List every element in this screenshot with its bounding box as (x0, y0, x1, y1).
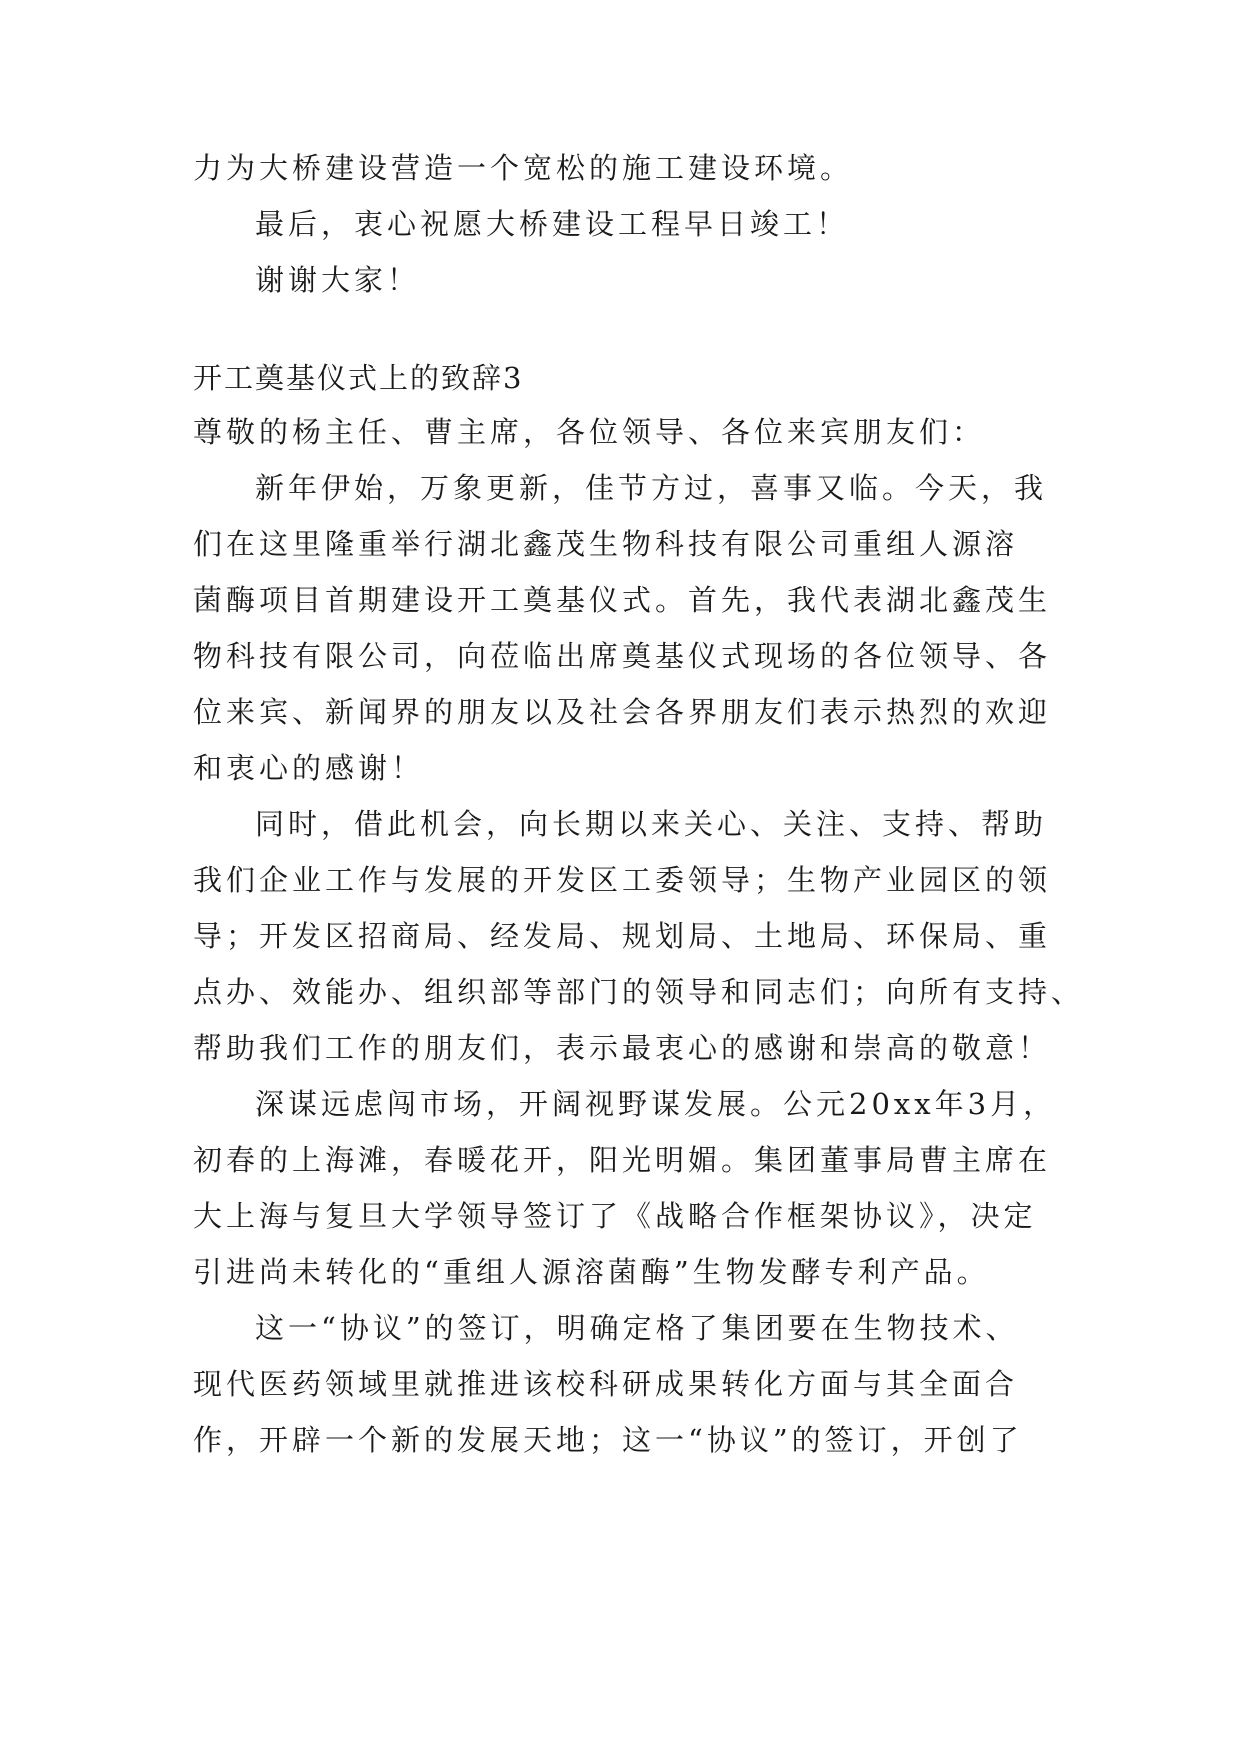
text-line: 深谋远虑闯市场，开阔视野谋发展。公元20xx年3月， (255, 1087, 1057, 1121)
text-line: 位来宾、新闻界的朋友以及社会各界朋友们表示热烈的欢迎 (193, 695, 1052, 729)
text-line: 初春的上海滩，春暖花开，阳光明媚。集团董事局曹主席在 (193, 1143, 1052, 1177)
text-line: 帮助我们工作的朋友们，表示最衷心的感谢和崇高的敬意！ (193, 1031, 1052, 1065)
text-line: 导；开发区招商局、经发局、规划局、土地局、环保局、重 (193, 919, 1052, 953)
text-line: 谢谢大家！ (255, 263, 421, 297)
text-line: 物科技有限公司，向莅临出席奠基仪式现场的各位领导、各 (193, 639, 1052, 673)
text-line: 引进尚未转化的“重组人源溶菌酶”生物发酵专利产品。 (193, 1255, 990, 1289)
text-line: 最后，衷心祝愿大桥建设工程早日竣工！ (255, 207, 850, 241)
text-line: 大上海与复旦大学领导签订了《战略合作框架协议》，决定 (193, 1199, 1037, 1233)
text-line: 现代医药领域里就推进该校科研成果转化方面与其全面合 (193, 1367, 1019, 1401)
text-line: 同时，借此机会，向长期以来关心、关注、支持、帮助 (255, 807, 1048, 841)
section-heading: 开工奠基仪式上的致辞3 (193, 361, 524, 395)
text-line: 们在这里隆重举行湖北鑫茂生物科技有限公司重组人源溶 (193, 527, 1019, 561)
text-line: 我们企业工作与发展的开发区工委领导；生物产业园区的领 (193, 863, 1052, 897)
text-line: 新年伊始，万象更新，佳节方过，喜事又临。今天，我 (255, 471, 1048, 505)
salutation: 尊敬的杨主任、曹主席，各位领导、各位来宾朋友们： (193, 415, 986, 449)
text-line: 点办、效能办、组织部等部门的领导和同志们；向所有支持、 (193, 975, 1085, 1009)
text-line: 作，开辟一个新的发展天地；这一“协议”的签订，开创了 (193, 1423, 1023, 1457)
text-line: 和衷心的感谢！ (193, 751, 425, 785)
text-line: 这一“协议”的签订，明确定格了集团要在生物技术、 (255, 1311, 1019, 1345)
text-line: 菌酶项目首期建设开工奠基仪式。首先，我代表湖北鑫茂生 (193, 583, 1052, 617)
text-line: 力为大桥建设营造一个宽松的施工建设环境。 (193, 151, 854, 185)
